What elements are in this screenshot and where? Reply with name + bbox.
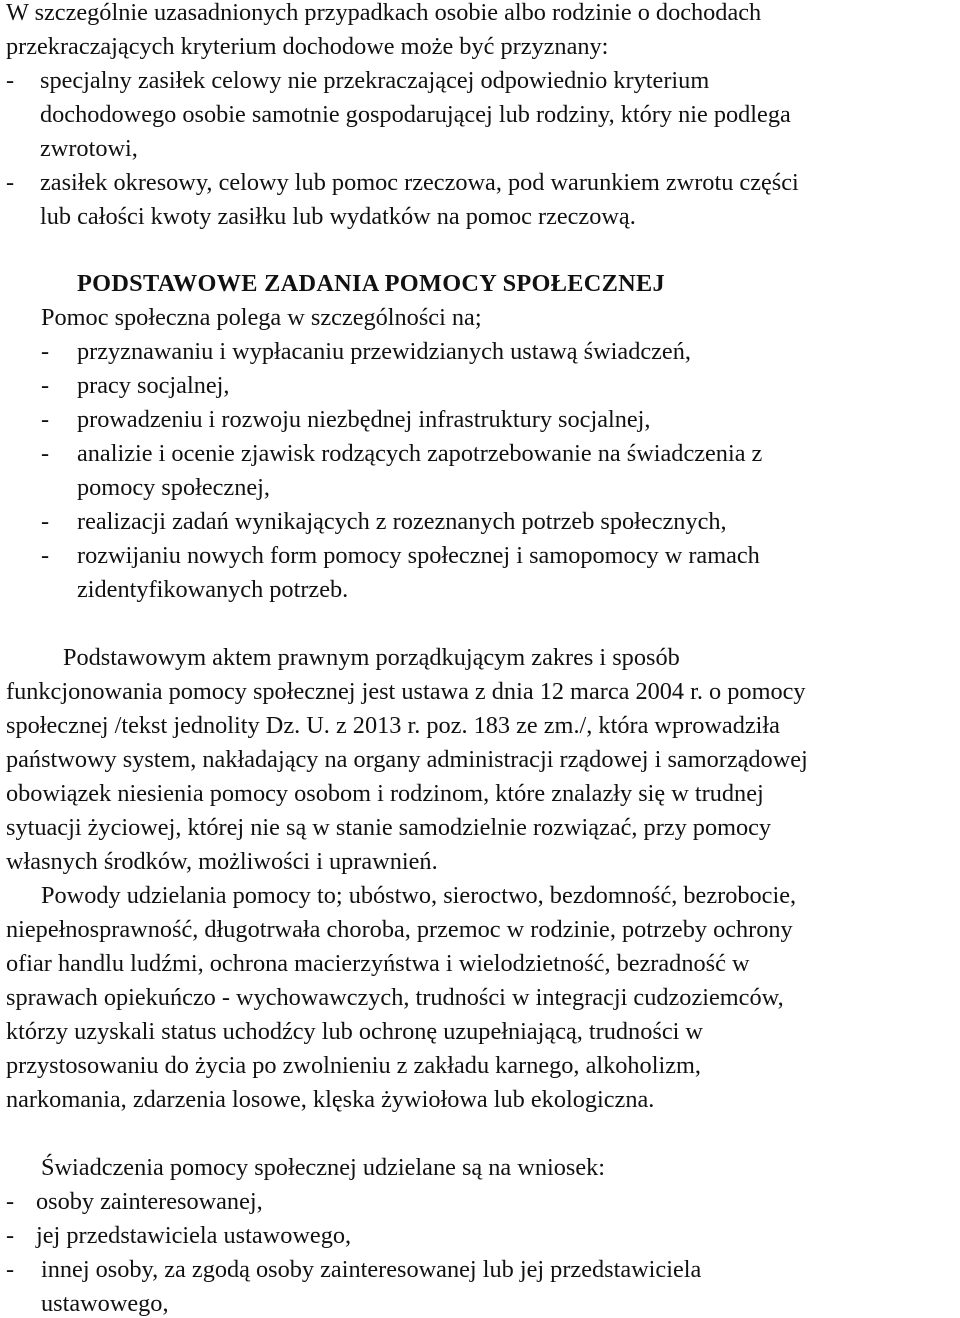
- reasons-line: narkomania, zdarzenia losowe, klęska żywiołowa lub ekologiczna.: [6, 1086, 655, 1113]
- list-dash: -: [41, 508, 50, 535]
- legal-act-line: państwowy system, nakładający na organy administracji rządowej i samorządowej: [6, 746, 808, 773]
- task-item: zidentyfikowanych potrzeb.: [77, 576, 349, 603]
- intro-line: przekraczających kryterium dochodowe może być przyznany:: [6, 33, 609, 60]
- reasons-line: niepełnosprawność, długotrwała choroba, przemoc w rodzinie, potrzeby ochrony: [6, 916, 793, 943]
- reasons-line: sprawach opiekuńczo - wychowawczych, trudności w integracji cudzoziemców,: [6, 984, 784, 1011]
- list-dash: -: [6, 169, 15, 196]
- reasons-line: Powody udzielania pomocy to; ubóstwo, sieroctwo, bezdomność, bezrobocie,: [41, 882, 797, 909]
- legal-act-line: własnych środków, możliwości i uprawnień.: [6, 848, 438, 875]
- intro-list-item: specjalny zasiłek celowy nie przekraczającej odpowiednio kryterium: [40, 67, 710, 94]
- list-dash: -: [6, 1256, 15, 1283]
- intro-list-item: zasiłek okresowy, celowy lub pomoc rzeczowa, pod warunkiem zwrotu części: [40, 169, 799, 196]
- application-lead: Świadczenia pomocy społecznej udzielane są na wniosek:: [41, 1154, 606, 1181]
- list-dash: -: [41, 406, 50, 433]
- list-dash: -: [41, 338, 50, 365]
- application-item: jej przedstawiciela ustawowego,: [36, 1222, 352, 1249]
- task-item: realizacji zadań wynikających z rozeznanych potrzeb społecznych,: [77, 508, 727, 535]
- list-dash: -: [6, 1188, 15, 1215]
- list-dash: -: [41, 440, 50, 467]
- reasons-line: którzy uzyskali status uchodźcy lub ochronę uzupełniającą, trudności w: [6, 1018, 703, 1045]
- intro-line: W szczególnie uzasadnionych przypadkach osobie albo rodzinie o dochodach: [6, 0, 762, 26]
- list-dash: -: [41, 542, 50, 569]
- list-dash: -: [6, 67, 15, 94]
- application-item: ustawowego,: [41, 1290, 169, 1317]
- reasons-line: ofiar handlu ludźmi, ochrona macierzyństwa i wielodzietność, bezradność w: [6, 950, 750, 977]
- task-item: rozwijaniu nowych form pomocy społecznej i samopomocy w ramach: [77, 542, 760, 569]
- section-title: PODSTAWOWE ZADANIA POMOCY SPOŁECZNEJ: [77, 270, 665, 297]
- intro-list-item: zwrotowi,: [40, 135, 138, 162]
- list-dash: -: [6, 1222, 15, 1249]
- intro-list-item: dochodowego osobie samotnie gospodarującej lub rodziny, który nie podlega: [40, 101, 791, 128]
- legal-act-line: sytuacji życiowej, której nie są w stanie samodzielnie rozwiązać, przy pomocy: [6, 814, 772, 841]
- task-item: przyznawaniu i wypłacaniu przewidzianych ustawą świadczeń,: [77, 338, 691, 365]
- application-item: innej osoby, za zgodą osoby zainteresowanej lub jej przedstawiciela: [41, 1256, 702, 1283]
- list-dash: -: [41, 372, 50, 399]
- task-item: prowadzeniu i rozwoju niezbędnej infrastruktury socjalnej,: [77, 406, 651, 433]
- task-item: analizie i ocenie zjawisk rodzących zapotrzebowanie na świadczenia z: [77, 440, 763, 467]
- intro-list-item: lub całości kwoty zasiłku lub wydatków na pomoc rzeczową.: [40, 203, 636, 230]
- task-item: pomocy społecznej,: [77, 474, 270, 501]
- tasks-lead: Pomoc społeczna polega w szczególności na;: [41, 304, 482, 331]
- reasons-line: przystosowaniu do życia po zwolnieniu z zakładu karnego, alkoholizm,: [6, 1052, 701, 1079]
- legal-act-line: funkcjonowania pomocy społecznej jest ustawa z dnia 12 marca 2004 r. o pomocy: [6, 678, 806, 705]
- task-item: pracy socjalnej,: [77, 372, 230, 399]
- legal-act-line: Podstawowym aktem prawnym porządkującym zakres i sposób: [63, 644, 680, 671]
- legal-act-line: społecznej /tekst jednolity Dz. U. z 2013 r. poz. 183 ze zm./, która wprowadziła: [6, 712, 780, 739]
- legal-act-line: obowiązek niesienia pomocy osobom i rodzinom, które znalazły się w trudnej: [6, 780, 764, 807]
- application-item: osoby zainteresowanej,: [36, 1188, 263, 1215]
